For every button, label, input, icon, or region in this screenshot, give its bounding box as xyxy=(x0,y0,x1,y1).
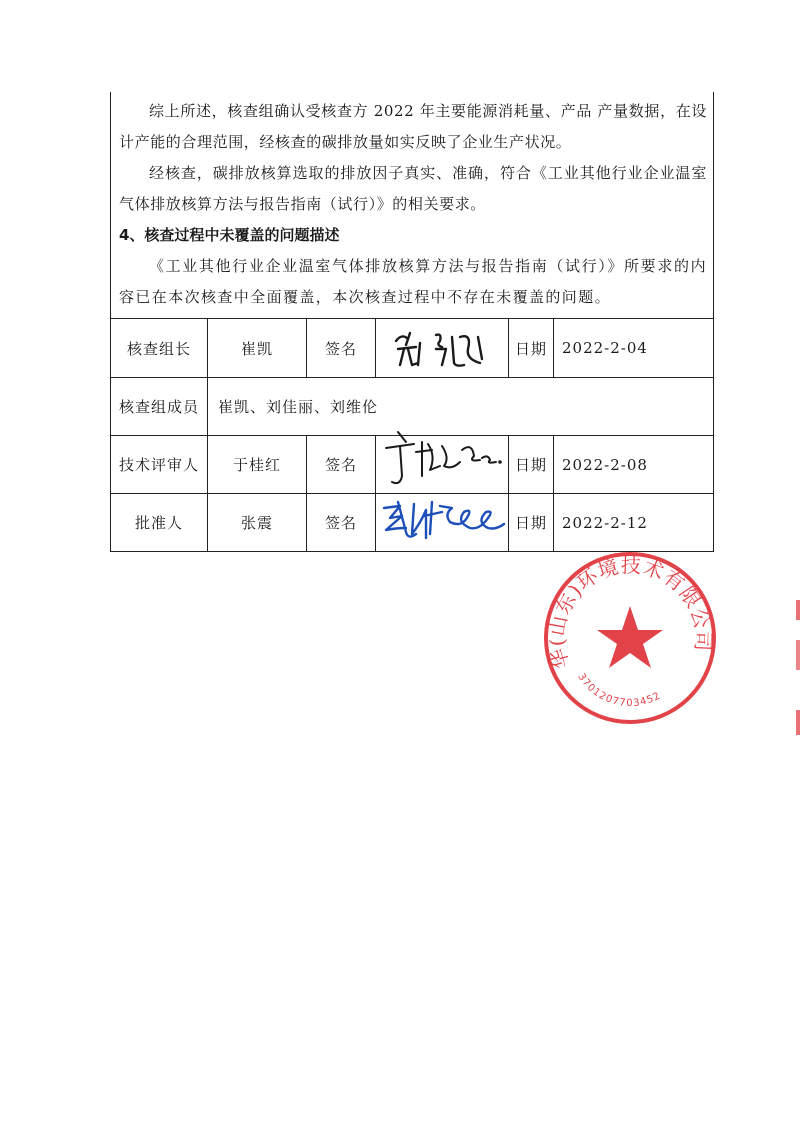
company-seal xyxy=(540,548,720,728)
seal-company-text: 华(山东)环境技术有限公司 xyxy=(544,553,716,672)
section-heading: 4、核查过程中未覆盖的问题描述 xyxy=(119,226,340,244)
signature-cell xyxy=(376,436,509,494)
sign-label: 签名 xyxy=(307,436,376,494)
name-cell: 张震 xyxy=(208,494,307,552)
table-row xyxy=(111,494,714,552)
signature-zhang-zhen xyxy=(376,494,508,551)
table-row xyxy=(111,378,714,436)
date-label: 日期 xyxy=(509,319,554,378)
date-label: 日期 xyxy=(509,494,554,552)
role-cell: 批准人 xyxy=(111,494,208,552)
seal-number-text: 3701207703452 xyxy=(575,671,663,710)
text-section xyxy=(110,92,714,318)
members-cell: 崔凯、刘佳丽、刘维伦 xyxy=(208,378,714,436)
signature-cell xyxy=(376,319,509,378)
role-cell: 核查组长 xyxy=(111,319,208,378)
signature-table xyxy=(110,318,714,552)
conclusion-paragraph: 综上所述，核查组确认受核查方 2022 年主要能源消耗量、产品 产量数据，在设计产能的合理范围，经核查的碳排放量如实反映了企业生产状况。 xyxy=(119,102,707,151)
date-label: 日期 xyxy=(509,436,554,494)
sign-label: 签名 xyxy=(307,494,376,552)
table-row xyxy=(111,319,714,378)
date-value: 2022-2-08 xyxy=(554,436,714,494)
name-cell: 于桂红 xyxy=(208,436,307,494)
emission-factor-paragraph: 经核查，碳排放核算选取的排放因子真实、准确，符合《工业其他行业企业温室气体排放核算方法与报告指南（试行）》的相关要求。 xyxy=(119,164,707,213)
coverage-paragraph: 《工业其他行业企业温室气体排放核算方法与报告指南（试行）》所要求的内容已在本次核查中全面覆盖，本次核查过程中不存在未覆盖的问题。 xyxy=(119,257,707,306)
table-row xyxy=(111,436,714,494)
signature-yu-guihong xyxy=(376,436,508,493)
svg-text:3701207703452 xyxy=(575,672,663,709)
star-icon xyxy=(597,606,663,668)
date-value: 2022-2-04 xyxy=(554,319,714,378)
role-cell: 技术评审人 xyxy=(111,436,208,494)
date-value: 2022-2-12 xyxy=(554,494,714,552)
name-cell: 崔凯 xyxy=(208,319,307,378)
page-edge-mark xyxy=(796,600,800,760)
signature-cell xyxy=(376,494,509,552)
role-cell: 核查组成员 xyxy=(111,378,208,436)
sign-label: 签名 xyxy=(307,319,376,378)
signature-cui-kai xyxy=(376,319,508,376)
